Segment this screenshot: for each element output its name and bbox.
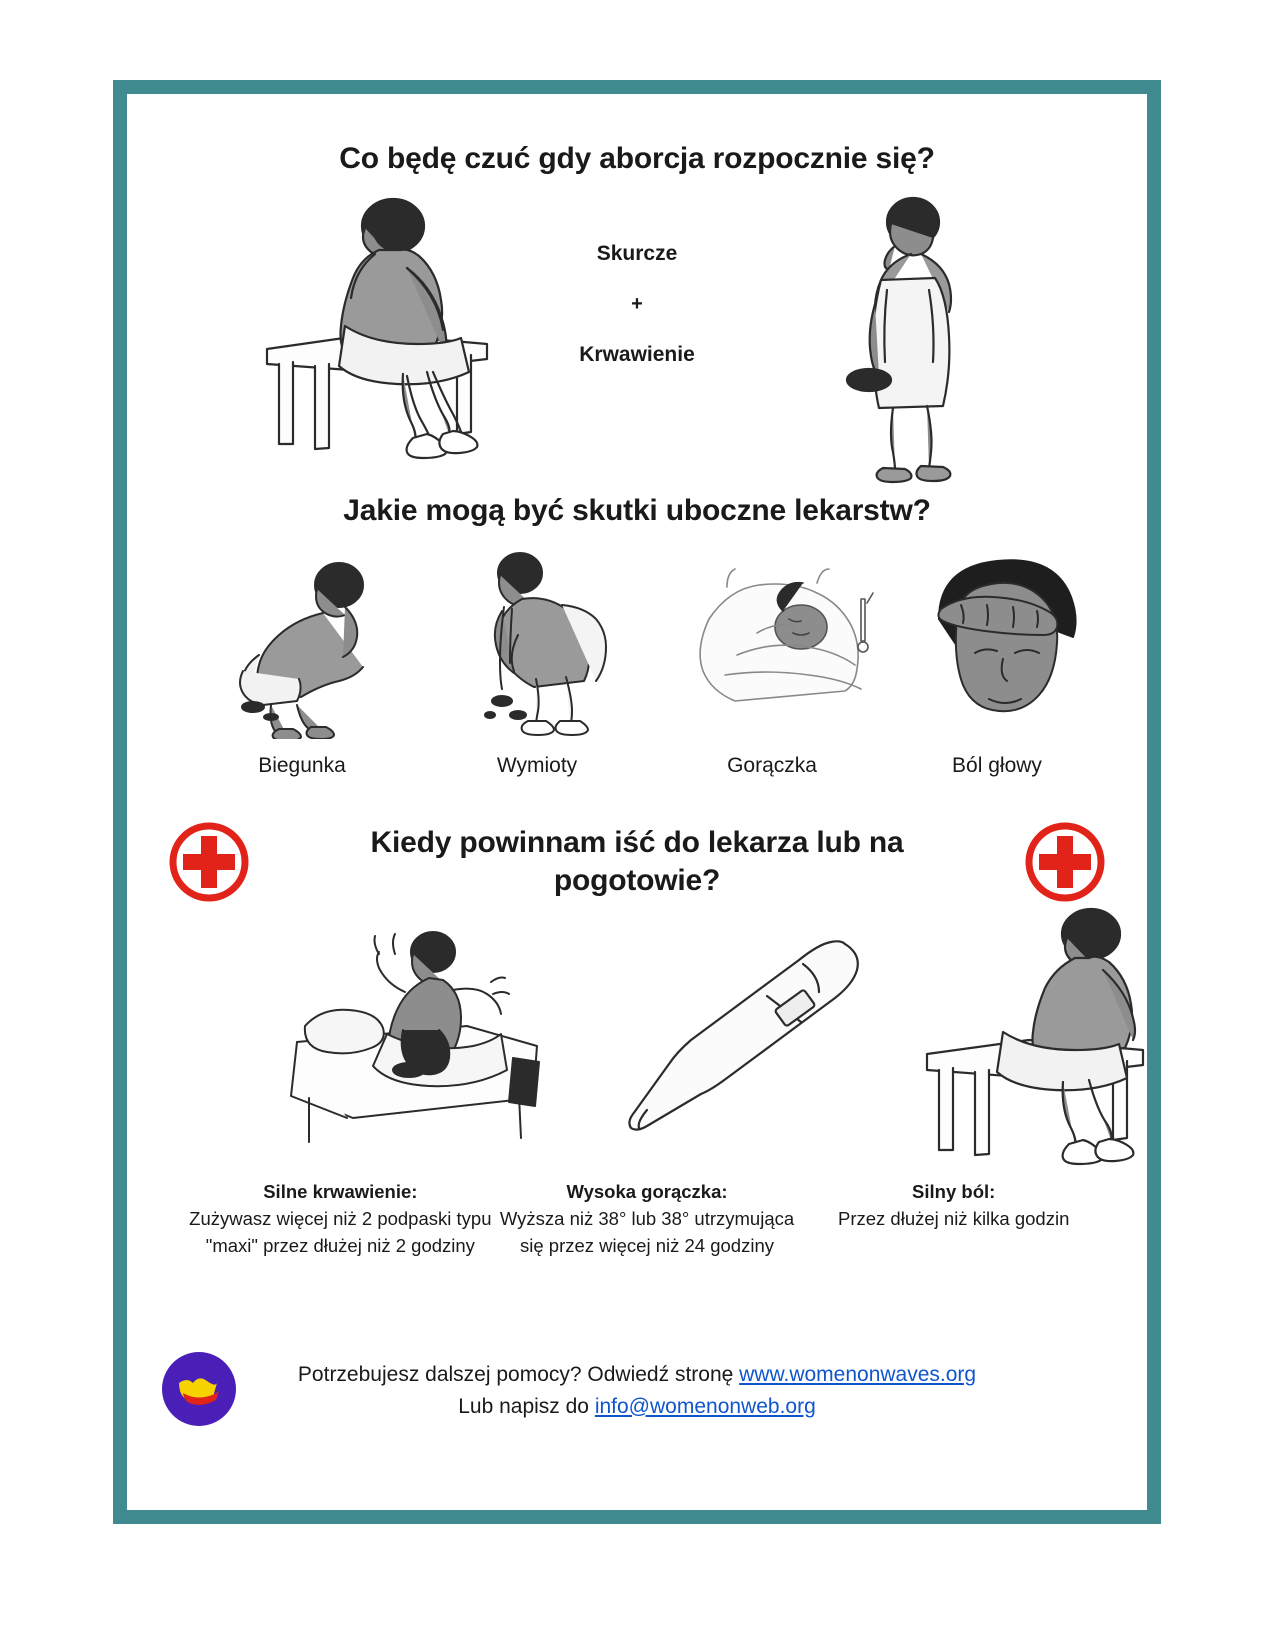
red-cross-icon-left — [169, 822, 249, 902]
symptom-cramps: Skurcze — [596, 242, 678, 265]
footer-line-1-text: Potrzebujesz dalszej pomocy? Odwiedź stronę — [297, 1363, 740, 1386]
heavy-bleeding-illustration — [277, 914, 557, 1164]
woman-sitting-bench-cramps-illustration — [257, 194, 507, 474]
section-3-warnings — [187, 1179, 1107, 1259]
warning-high-fever — [494, 1179, 801, 1259]
warning-heavy-bleeding — [187, 1179, 494, 1259]
section-2-title: Jakie mogą być skutki uboczne lekarstw? — [343, 494, 931, 527]
email-link[interactable]: info@womenonweb.org — [594, 1394, 816, 1418]
footer-contact — [127, 1359, 1147, 1422]
thermometer-illustration — [617, 934, 877, 1154]
poster-frame — [113, 80, 1161, 1524]
headache-illustration — [917, 549, 1097, 739]
warning-severe-pain — [800, 1179, 1107, 1259]
vomiting-illustration — [462, 549, 642, 739]
warning-heading: Silny ból: — [912, 1181, 996, 1202]
severe-pain-illustration — [917, 904, 1167, 1174]
side-effect-label-fever: Gorączka — [727, 754, 817, 777]
side-effect-label-headache: Ból głowy — [952, 754, 1042, 777]
section-3-title: Kiedy powinnam iść do lekarza lub na pogotowie? — [370, 826, 904, 897]
website-link[interactable]: www.womenonwaves.org — [739, 1363, 977, 1386]
section-1-title: Co będę czuć gdy aborcja rozpocznie się? — [339, 142, 935, 175]
section-2-labels — [207, 754, 1107, 784]
footer-line-2-text: Lub napisz do — [458, 1394, 595, 1418]
warning-heading: Wysoka gorączka: — [566, 1181, 728, 1202]
woman-standing-bleeding-illustration — [817, 194, 1007, 484]
footer-line-1 — [127, 1359, 1147, 1391]
section-1-symptoms — [579, 242, 695, 366]
side-effect-label-vomiting: Wymioty — [496, 754, 578, 777]
section-2-figures — [207, 549, 1107, 779]
section-3-figures — [187, 914, 1107, 1184]
diarrhea-illustration — [227, 559, 397, 739]
footer-line-2 — [127, 1391, 1147, 1423]
warning-text: Przez dłużej niż kilka godzin — [838, 1207, 1070, 1229]
red-cross-icon-right — [1025, 822, 1105, 902]
poster-content — [127, 94, 1147, 1510]
side-effect-label-diarrhea: Biegunka — [258, 754, 346, 777]
warning-text: Wyższa niż 38° lub 38° utrzymująca się przez więcej niż 24 godziny — [499, 1207, 795, 1256]
warning-heading: Silne krwawienie: — [263, 1181, 418, 1202]
section-1-figures — [127, 194, 1147, 484]
fever-in-bed-illustration — [697, 559, 887, 729]
symptom-bleeding: Krwawienie — [579, 343, 695, 367]
warning-text: Zużywasz więcej niż 2 podpaski typu "maxi" przez dłużej niż 2 godziny — [189, 1207, 492, 1256]
symptom-plus: + — [631, 293, 643, 316]
